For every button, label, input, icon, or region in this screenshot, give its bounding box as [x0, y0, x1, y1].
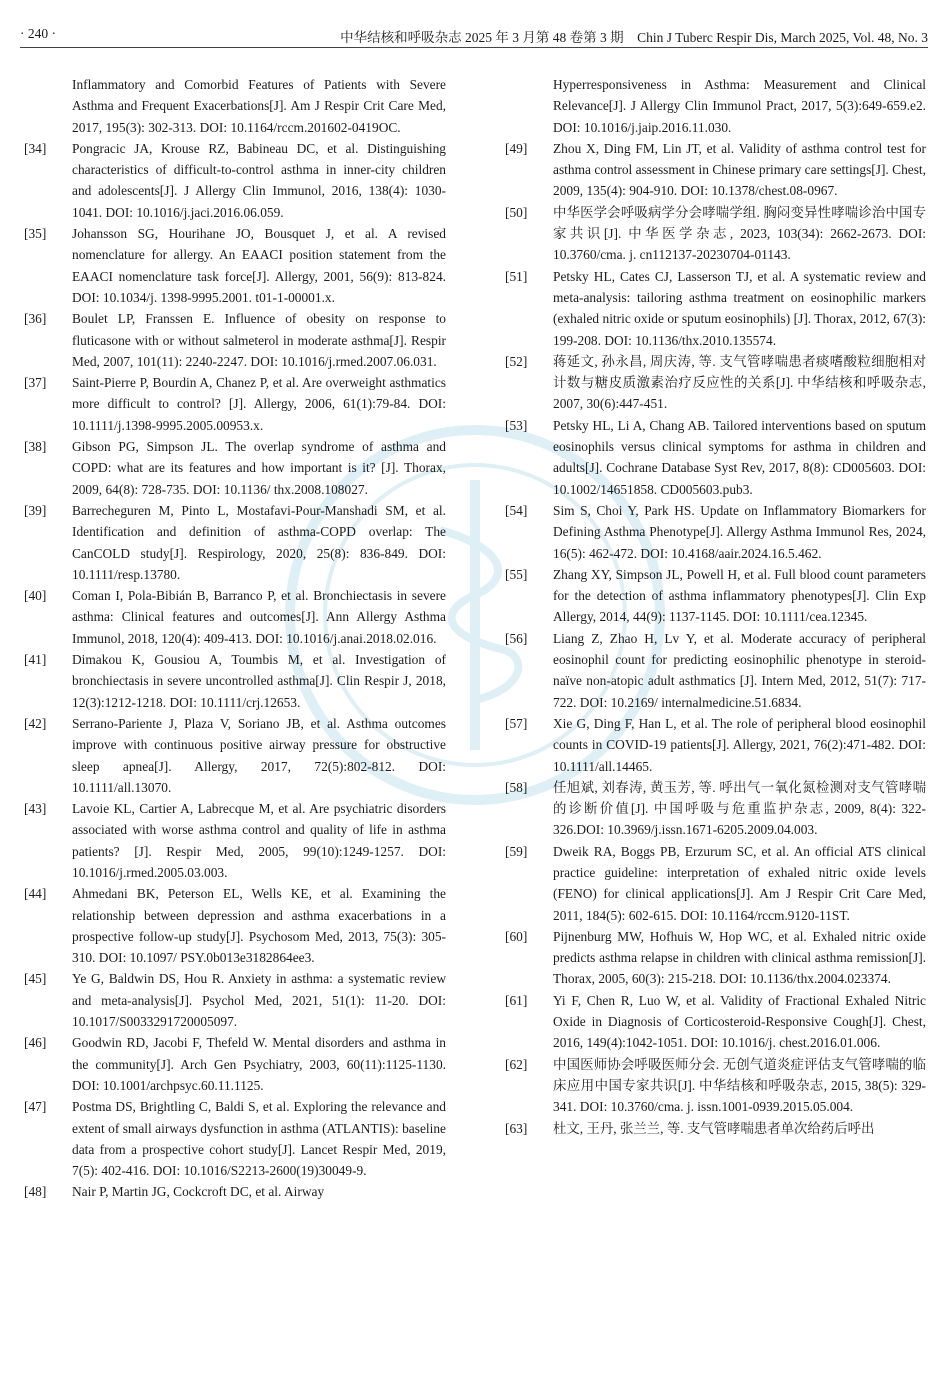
reference-number: [60]	[505, 928, 528, 944]
reference-entry	[505, 777, 926, 841]
reference-entry	[24, 223, 446, 308]
reference-entry	[505, 841, 926, 926]
reference-number: [54]	[505, 502, 528, 518]
reference-number: [44]	[24, 886, 47, 902]
reference-entry	[24, 883, 446, 968]
reference-text: Hyperresponsiveness in Asthma: Measurement and Clinical Relevance[J]. J Allergy Clin Immunol Pract, 2017, 5(3):649-659.e2. DOI: 10.1016/j.jaip.2016.11.030.	[553, 77, 926, 135]
reference-text: Dweik RA, Boggs PB, Erzurum SC, et al. An official ATS clinical practice guideline: interpretation of exhaled nitric oxide levels (FENO) for clinical applications[J]. Am J Respir Crit Care Med, 2011, 184(5): 602-615. DOI: 10.1164/rccm.9120-11ST.	[553, 843, 926, 923]
reference-number: [49]	[505, 140, 528, 156]
reference-entry	[24, 968, 446, 1032]
reference-text: Ye G, Baldwin DS, Hou R. Anxiety in asthma: a systematic review and meta-analysis[J]. Psychol Med, 2021, 51(1): 11-20. DOI: 10.1017/S0033291720005097.	[72, 971, 446, 1030]
reference-entry	[24, 74, 446, 138]
reference-text: 中华医学会呼吸病学分会哮喘学组. 胸闷变异性哮喘诊治中国专家共识[J]. 中华医学杂志, 2023, 103(34): 2662-2673. DOI: 10.3760/cma. j. cn112137-20230704-01143.	[553, 204, 926, 263]
reference-text: Postma DS, Brightling C, Baldi S, et al. Exploring the relevance and extent of small airways dysfunction in asthma (ATLANTIS): baseline data from a prospective cohort study[J]. Lancet Respir Med, 2019, 7(5): 402-416. DOI: 10.1016/S2213-2600(19)30049-9.	[72, 1099, 446, 1179]
reference-entry	[24, 649, 446, 713]
reference-number: [38]	[24, 439, 47, 455]
reference-number: [41]	[24, 652, 47, 668]
reference-entry	[505, 415, 926, 500]
left-column	[24, 74, 446, 1203]
reference-number: [47]	[24, 1099, 47, 1115]
reference-number: [45]	[24, 971, 47, 987]
reference-number: [61]	[505, 992, 528, 1008]
reference-text: Ahmedani BK, Peterson EL, Wells KE, et al. Examining the relationship between depression and asthma exacerbations in a prospective follow-up study[J]. Psychosom Med, 2013, 75(3): 305-310. DOI: 10.1097/ PSY.0b013e3182864ee3.	[72, 886, 446, 966]
reference-number: [43]	[24, 801, 47, 817]
footer-watermark-logo	[0, 1360, 364, 1400]
reference-number: [62]	[505, 1056, 528, 1072]
reference-text: 任旭斌, 刘春涛, 黄玉芳, 等. 呼出气一氧化氮检测对支气管哮喘的诊断价值[J]. 中国呼吸与危重监护杂志, 2009, 8(4): 322-326.DOI: 10.3969/j.issn.1671-6205.2009.04.003.	[553, 779, 926, 838]
header-rule	[20, 47, 928, 48]
reference-entry	[24, 500, 446, 585]
reference-text: Boulet LP, Franssen E. Influence of obesity on response to fluticasone with or without salmeterol in moderate asthma[J]. Respir Med, 2007, 101(11): 2240-2247. DOI: 10.1016/j.rmed.2007.06.031.	[72, 311, 446, 369]
reference-number: [63]	[505, 1120, 528, 1136]
reference-text: Gibson PG, Simpson JL. The overlap syndrome of asthma and COPD: what are its features and how important is it? [J]. Thorax, 2009, 64(8): 728-735. DOI: 10.1136/ thx.2008.108027.	[72, 439, 446, 497]
right-column	[505, 74, 926, 1139]
reference-text: Yi F, Chen R, Luo W, et al. Validity of Fractional Exhaled Nitric Oxide in Diagnosis of Corticosteroid-Responsive Cough[J]. Chest, 2016, 149(4):1042-1051. DOI: 10.1016/j. chest.2016.01.006.	[553, 992, 926, 1051]
reference-text: Saint-Pierre P, Bourdin A, Chanez P, et al. Are overweight asthmatics more difficult to control? [J]. Allergy, 2006, 61(1):79-84. DOI: 10.1111/j.1398-9995.2005.00953.x.	[72, 375, 446, 433]
reference-text: Zhang XY, Simpson JL, Powell H, et al. Full blood count parameters for the detection of asthma inflammatory phenotypes[J]. Clin Exp Allergy, 2014, 44(9): 1137-1145. DOI: 10.1111/cea.12345.	[553, 566, 926, 625]
reference-number: [55]	[505, 566, 528, 582]
reference-text: Zhou X, Ding FM, Lin JT, et al. Validity of asthma control test for asthma control assessment in Chinese primary care settings[J]. Chest, 2009, 135(4): 904-910. DOI: 10.1378/chest.08-0967.	[553, 140, 926, 199]
reference-text: Inflammatory and Comorbid Features of Patients with Severe Asthma and Frequent Exacerbations[J]. Am J Respir Crit Care Med, 2017, 195(3): 302-313. DOI: 10.1164/rccm.201602-0419OC.	[72, 77, 446, 135]
reference-number: [40]	[24, 588, 47, 604]
reference-entry	[505, 351, 926, 415]
reference-entry	[505, 500, 926, 564]
reference-text: Coman I, Pola-Bibián B, Barranco P, et al. Bronchiectasis in severe asthma: Clinical features and outcomes[J]. Ann Allergy Asthma Immunol, 2018, 120(4): 409-413. DOI: 10.1016/j.anai.2018.02.016.	[72, 588, 446, 646]
reference-entry	[505, 990, 926, 1054]
reference-entry	[505, 628, 926, 713]
reference-text: Xie G, Ding F, Han L, et al. The role of peripheral blood eosinophil counts in COVID-19 patients[J]. Allergy, 2021, 76(2):471-482. DOI: 10.1111/all.14465.	[553, 715, 926, 774]
reference-entry	[505, 1118, 926, 1139]
reference-number: [37]	[24, 375, 47, 391]
reference-number: [42]	[24, 715, 47, 731]
reference-text: 中国医师协会呼吸医师分会. 无创气道炎症评估支气管哮喘的临床应用中国专家共识[J]. 中华结核和呼吸杂志, 2015, 38(5): 329-341. DOI: 10.3760/cma. j. issn.1001-0939.2015.05.004.	[553, 1056, 926, 1115]
page-number: · 240 ·	[20, 26, 56, 41]
reference-text: 蒋延文, 孙永昌, 周庆涛, 等. 支气管哮喘患者痰嗜酸粒细胞相对计数与糖皮质激素治疗反应性的关系[J]. 中华结核和呼吸杂志, 2007, 30(6):447-451.	[553, 353, 926, 412]
reference-entry	[24, 798, 446, 883]
reference-entry	[24, 1096, 446, 1181]
reference-number: [53]	[505, 417, 528, 433]
reference-text: Serrano-Pariente J, Plaza V, Soriano JB, et al. Asthma outcomes improve with continuous positive airway pressure for obstructive sleep apnea[J]. Allergy, 2017, 72(5):802-812. DOI: 10.1111/all.13070.	[72, 715, 446, 795]
reference-entry	[24, 372, 446, 436]
reference-entry	[24, 308, 446, 372]
reference-number: [46]	[24, 1035, 47, 1051]
reference-number: [36]	[24, 311, 47, 327]
reference-entry	[505, 138, 926, 202]
reference-text: Goodwin RD, Jacobi F, Thefeld W. Mental disorders and asthma in the community[J]. Arch Gen Psychiatry, 2003, 60(11):1125-1130. DOI: 10.1001/archpsyc.60.11.1125.	[72, 1035, 446, 1093]
reference-number: [35]	[24, 226, 47, 242]
reference-text: Sim S, Choi Y, Park HS. Update on Inflammatory Biomarkers for Defining Asthma Phenotype[J]. Allergy Asthma Immunol Res, 2024, 16(5): 462-472. DOI: 10.4168/aair.2024.16.5.462.	[553, 502, 926, 561]
reference-entry	[24, 1181, 446, 1202]
reference-number: [52]	[505, 353, 528, 369]
reference-number: [57]	[505, 715, 528, 731]
journal-citation: 中华结核和呼吸杂志 2025 年 3 月第 48 卷第 3 期 Chin J Tuberc Respir Dis, March 2025, Vol. 48, No. 3	[340, 30, 928, 45]
reference-number: [59]	[505, 843, 528, 859]
reference-entry	[505, 564, 926, 628]
reference-number: [51]	[505, 268, 528, 284]
reference-entry	[24, 1032, 446, 1096]
reference-number: [56]	[505, 630, 528, 646]
running-header	[20, 22, 928, 48]
reference-entry	[505, 1054, 926, 1118]
reference-entry	[24, 585, 446, 649]
reference-text: Johansson SG, Hourihane JO, Bousquet J, et al. A revised nomenclature for allergy. An EAACI position statement from the EAACI nomenclature task force[J]. Allergy, 2001, 56(9): 813-824. DOI: 10.1034/j. 1398-9995.2001. t01-1-00001.x.	[72, 226, 446, 305]
reference-text: Petsky HL, Cates CJ, Lasserson TJ, et al. A systematic review and meta-analysis: tailoring asthma treatment on eosinophilic markers (exhaled nitric oxide or sputum eosinophils) [J]. Thorax, 2012, 67(3): 199-208. DOI: 10.1136/thx.2010.135574.	[553, 268, 926, 348]
reference-text: Barrecheguren M, Pinto L, Mostafavi-Pour-Manshadi SM, et al. Identification and definition of asthma-COPD overlap: The CanCOLD study[J]. Respirology, 2020, 25(8): 836-849. DOI: 10.1111/resp.13780.	[72, 502, 446, 582]
reference-entry	[505, 926, 926, 990]
reference-entry	[24, 436, 446, 500]
reference-entry	[505, 713, 926, 777]
reference-entry	[505, 74, 926, 138]
reference-text: Dimakou K, Gousiou A, Toumbis M, et al. Investigation of bronchiectasis in severe uncontrolled asthma[J]. Clin Respir J, 2018, 12(3):1212-1218. DOI: 10.1111/crj.12653.	[72, 652, 446, 710]
reference-entry	[24, 138, 446, 223]
reference-text: 杜文, 王丹, 张兰兰, 等. 支气管哮喘患者单次给药后呼出	[553, 1120, 875, 1136]
reference-entry	[505, 266, 926, 351]
reference-text: Petsky HL, Li A, Chang AB. Tailored interventions based on sputum eosinophils versus clinical symptoms for asthma in children and adults[J]. Cochrane Database Syst Rev, 2017, 8(8): CD005603. DOI: 10.1002/14651858. CD005603.pub3.	[553, 417, 926, 497]
reference-text: Pongracic JA, Krouse RZ, Babineau DC, et al. Distinguishing characteristics of difficult-to-control asthma in inner-city children and adolescents[J]. J Allergy Clin Immunol, 2016, 138(4): 1030-1041. DOI: 10.1016/j.jaci.2016.06.059.	[72, 140, 446, 220]
reference-number: [39]	[24, 502, 47, 518]
reference-entry	[24, 713, 446, 798]
reference-entry	[505, 202, 926, 266]
reference-text: Lavoie KL, Cartier A, Labrecque M, et al. Are psychiatric disorders associated with worse asthma control and quality of life in asthma patients? [J]. Respir Med, 2005, 99(10):1249-1257. DOI: 10.1016/j.rmed.2005.03.003.	[72, 801, 446, 880]
reference-text: Liang Z, Zhao H, Lv Y, et al. Moderate accuracy of peripheral eosinophil count for predicting eosinophilic phenotype in steroid-naïve non-atopic adult asthmatics [J]. Intern Med, 2012, 51(7): 717-722. DOI: 10.2169/ internalmedicine.51.6834.	[553, 630, 926, 710]
reference-number: [34]	[24, 140, 47, 156]
reference-text: Pijnenburg MW, Hofhuis W, Hop WC, et al. Exhaled nitric oxide predicts asthma relapse in children with clinical asthma remission[J]. Thorax, 2005, 60(3): 215-218. DOI: 10.1136/thx.2004.023374.	[553, 928, 926, 987]
reference-number: [48]	[24, 1184, 47, 1200]
reference-text: Nair P, Martin JG, Cockcroft DC, et al. Airway	[72, 1184, 325, 1200]
reference-number: [58]	[505, 779, 528, 795]
reference-number: [50]	[505, 204, 528, 220]
